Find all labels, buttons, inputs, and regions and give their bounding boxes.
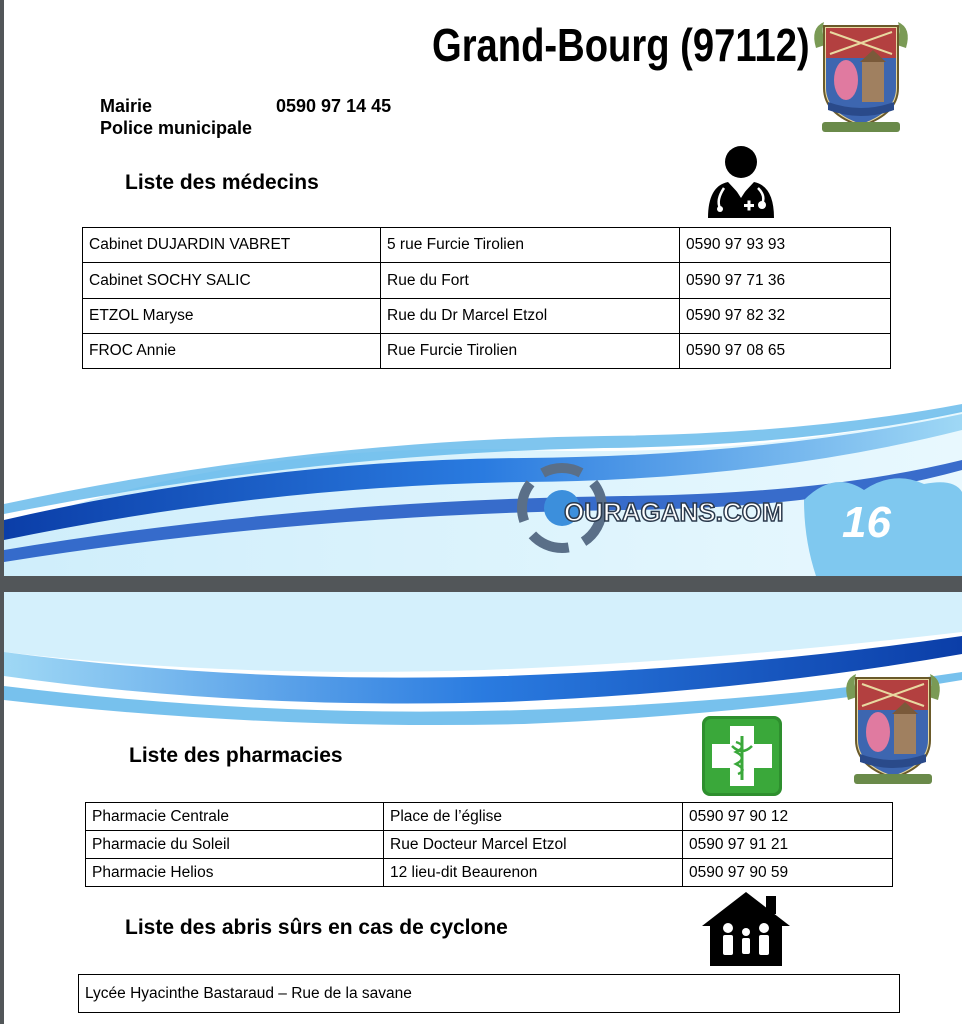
document-page-16 — [4, 0, 962, 576]
doctor-icon — [704, 142, 778, 220]
doctor-address: Rue Furcie Tirolien — [381, 334, 680, 369]
doctor-name: Cabinet SOCHY SALIC — [83, 263, 381, 299]
ouragans-logo-text: OURAGANS.COM — [564, 497, 784, 527]
shelters-heading: Liste des abris sûrs en cas de cyclone — [125, 916, 508, 939]
table-row — [83, 299, 891, 334]
pharmacy-name: Pharmacie du Soleil — [86, 831, 384, 859]
doctor-address: 5 rue Furcie Tirolien — [381, 228, 680, 263]
pharmacy-address: 12 lieu-dit Beaurenon — [384, 859, 683, 887]
pharmacy-name: Pharmacie Helios — [86, 859, 384, 887]
table-row — [86, 859, 893, 887]
table-row — [86, 803, 893, 831]
table-row — [83, 334, 891, 369]
municipal-crest-icon — [842, 670, 944, 786]
doctor-phone: 0590 97 08 65 — [680, 334, 891, 369]
police-label: Police municipale — [100, 118, 253, 138]
page-title: Grand-Bourg (97112) — [432, 19, 810, 71]
document-page-17 — [4, 592, 962, 1024]
doctor-address: Rue du Dr Marcel Etzol — [381, 299, 680, 334]
municipal-crest-icon — [810, 18, 912, 134]
shelter-name: Lycée Hyacinthe Bastaraud – Rue de la savane — [79, 975, 900, 1013]
pharmacies-heading: Liste des pharmacies — [129, 744, 343, 767]
house-family-icon — [700, 890, 792, 968]
pharmacy-cross-icon — [702, 716, 782, 796]
page-number: 16 — [842, 498, 891, 547]
table-row — [79, 975, 900, 1013]
doctor-address: Rue du Fort — [381, 263, 680, 299]
footer-wave-banner — [4, 400, 962, 576]
doctor-phone: 0590 97 71 36 — [680, 263, 891, 299]
doctor-phone: 0590 97 82 32 — [680, 299, 891, 334]
table-row — [83, 263, 891, 299]
shelters-table — [78, 974, 900, 1013]
mairie-label: Mairie — [100, 96, 153, 116]
doctor-phone: 0590 97 93 93 — [680, 228, 891, 263]
pharmacies-table — [85, 802, 893, 887]
table-row — [86, 831, 893, 859]
table-row — [83, 228, 891, 263]
doctor-name: FROC Annie — [83, 334, 381, 369]
doctor-name: ETZOL Maryse — [83, 299, 381, 334]
pharmacy-phone: 0590 97 90 12 — [683, 803, 893, 831]
doctors-heading: Liste des médecins — [125, 171, 319, 194]
page-gap — [0, 576, 962, 592]
header-wave-banner — [4, 592, 962, 732]
doctor-name: Cabinet DUJARDIN VABRET — [83, 228, 381, 263]
pharmacy-phone: 0590 97 91 21 — [683, 831, 893, 859]
doctors-table — [82, 227, 891, 369]
pharmacy-name: Pharmacie Centrale — [86, 803, 384, 831]
pharmacy-address: Place de l’église — [384, 803, 683, 831]
pharmacy-address: Rue Docteur Marcel Etzol — [384, 831, 683, 859]
mairie-phone: 0590 97 14 45 — [276, 96, 392, 116]
pharmacy-phone: 0590 97 90 59 — [683, 859, 893, 887]
